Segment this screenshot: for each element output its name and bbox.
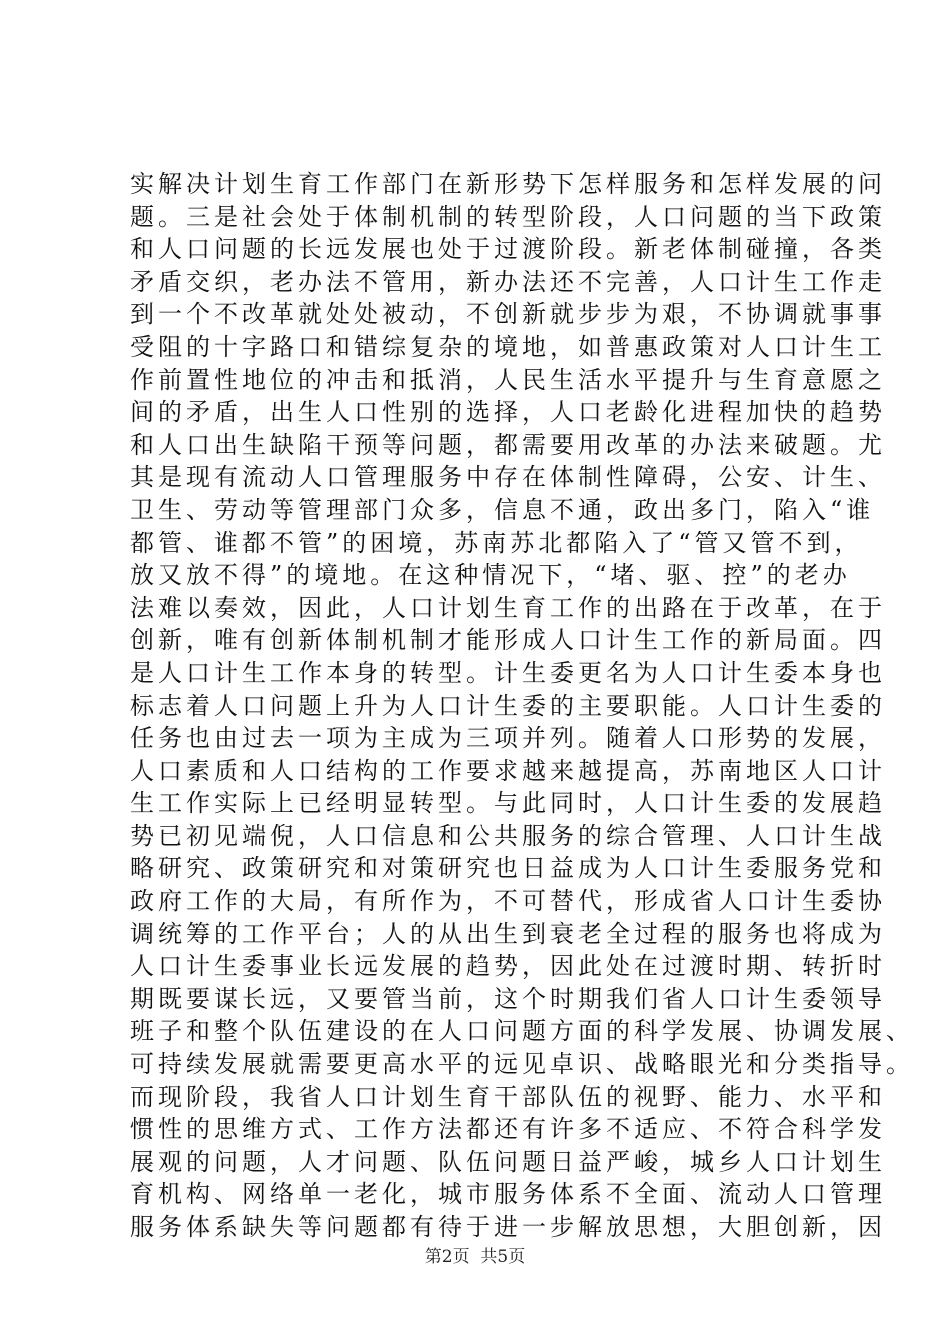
text-line: 卫生、劳动等管理部门众多，信息不通，政出多门，陷入“谁 bbox=[130, 495, 875, 524]
text-line: 可持续发展就需要更高水平的远见卓识、战略眼光和分类指导。 bbox=[130, 1050, 914, 1079]
text-line: 任务也由过去一项为主成为三项并列。随着人口形势的发展， bbox=[130, 724, 886, 753]
body-paragraph bbox=[130, 168, 914, 1244]
text-line: 到一个不改革就处处被动，不创新就步步为艰，不协调就事事 bbox=[130, 300, 886, 329]
page-footer bbox=[0, 1242, 950, 1267]
text-line: 作前置性地位的冲击和抵消，人民生活水平提升与生育意愿之 bbox=[130, 365, 886, 394]
text-line: 其是现有流动人口管理服务中存在体制性障碍，公安、计生、 bbox=[130, 463, 886, 492]
text-line: 期既要谋长远，又要管当前，这个时期我们省人口计生委领导 bbox=[130, 984, 886, 1013]
text-line: 调统筹的工作平台；人的从出生到衰老全过程的服务也将成为 bbox=[130, 919, 886, 948]
text-line: 标志着人口问题上升为人口计生委的主要职能。人口计生委的 bbox=[130, 691, 886, 720]
text-line: 题。三是社会处于体制机制的转型阶段，人口问题的当下政策 bbox=[130, 202, 886, 231]
text-line: 和人口问题的长远发展也处于过渡阶段。新老体制碰撞，各类 bbox=[130, 235, 886, 264]
page-number: 第2页 bbox=[424, 1247, 470, 1267]
text-line: 展观的问题，人才问题、队伍问题日益严峻，城乡人口计划生 bbox=[130, 1147, 886, 1176]
text-line: 略研究、政策研究和对策研究也日益成为人口计生委服务党和 bbox=[130, 854, 886, 883]
text-line: 是人口计生工作本身的转型。计生委更名为人口计生委本身也 bbox=[130, 658, 886, 687]
text-line: 实解决计划生育工作部门在新形势下怎样服务和怎样发展的问 bbox=[130, 170, 886, 198]
text-line: 势已初见端倪，人口信息和公共服务的综合管理、人口计生战 bbox=[130, 821, 886, 850]
text-line: 人口计生委事业长远发展的趋势，因此处在过渡时期、转折时 bbox=[130, 952, 886, 981]
text-line: 惯性的思维方式、工作方法都还有许多不适应、不符合科学发 bbox=[130, 1115, 886, 1144]
text-line: 和人口出生缺陷干预等问题，都需要用改革的办法来破题。尤 bbox=[130, 430, 886, 459]
text-line: 服务体系缺失等问题都有待于进一步解放思想，大胆创新，因 bbox=[130, 1213, 886, 1241]
text-line: 生工作实际上已经明显转型。与此同时，人口计生委的发展趋 bbox=[130, 789, 886, 818]
text-line: 放又放不得”的境地。在这种情况下，“堵、驱、控”的老办 bbox=[130, 561, 851, 590]
page-total: 共5页 bbox=[480, 1247, 526, 1267]
text-line: 育机构、网络单一老化，城市服务体系不全面、流动人口管理 bbox=[130, 1180, 886, 1209]
text-line: 而现阶段，我省人口计划生育干部队伍的视野、能力、水平和 bbox=[130, 1082, 886, 1111]
text-line: 受阻的十字路口和错综复杂的境地，如普惠政策对人口计生工 bbox=[130, 332, 886, 361]
text-line: 法难以奏效，因此，人口计划生育工作的出路在于改革，在于 bbox=[130, 593, 886, 622]
text-line: 间的矛盾，出生人口性别的选择，人口老龄化进程加快的趋势 bbox=[130, 398, 886, 427]
text-line: 人口素质和人口结构的工作要求越来越提高，苏南地区人口计 bbox=[130, 756, 886, 785]
text-line: 都管、谁都不管”的困境，苏南苏北都陷入了“管又管不到， bbox=[130, 528, 863, 557]
text-line: 创新，唯有创新体制机制才能形成人口计生工作的新局面。四 bbox=[130, 626, 886, 655]
text-line: 班子和整个队伍建设的在人口问题方面的科学发展、协调发展、 bbox=[130, 1017, 914, 1046]
text-line: 矛盾交织，老办法不管用，新办法还不完善，人口计生工作走 bbox=[130, 267, 886, 296]
text-line: 政府工作的大局，有所作为，不可替代，形成省人口计生委协 bbox=[130, 887, 886, 916]
